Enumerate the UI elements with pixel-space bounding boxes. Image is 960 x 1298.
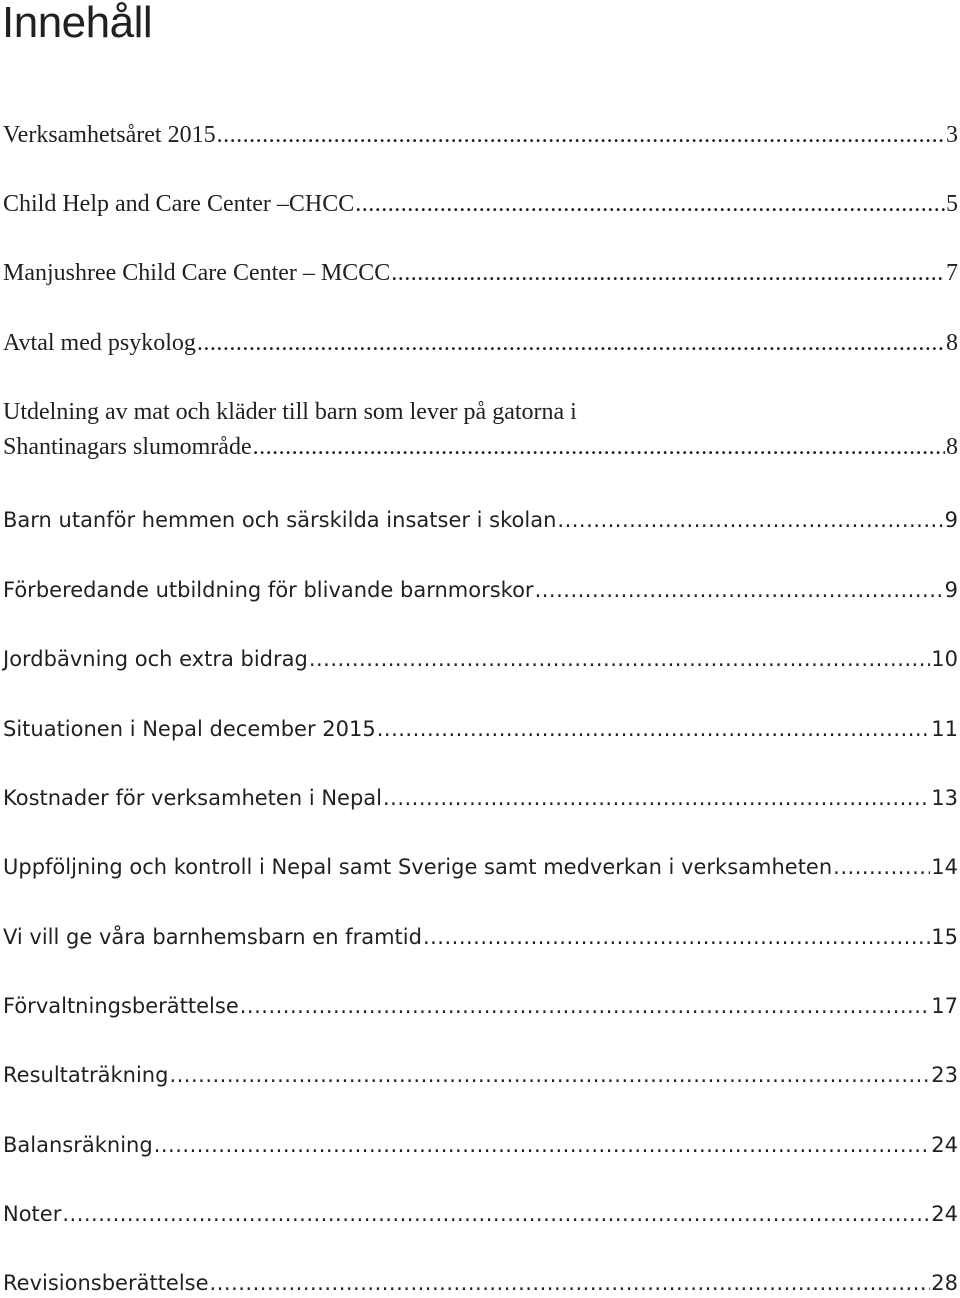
toc-entry-page: 23 — [931, 1063, 958, 1087]
toc-entry-page: 24 — [931, 1133, 958, 1157]
toc-entry-framtid[interactable] — [3, 922, 958, 952]
toc-entry-label: Jordbävning och extra bidrag — [3, 647, 308, 671]
toc-entry-page: 8 — [946, 330, 958, 356]
dot-leader — [253, 432, 945, 462]
toc-entry-page: 11 — [931, 717, 958, 741]
toc-entry-page: 13 — [931, 786, 958, 810]
toc-entry-forvaltningsberattelse[interactable] — [3, 991, 958, 1021]
toc-entry-page: 8 — [946, 434, 958, 460]
dot-leader — [309, 644, 930, 674]
dot-leader — [355, 189, 945, 219]
dot-leader — [240, 991, 931, 1021]
toc-entry-label: Avtal med psykolog — [3, 330, 196, 356]
toc-entry-label: Verksamhetsåret 2015 — [3, 122, 216, 148]
toc-entry-label: Revisionsberättelse — [3, 1271, 209, 1295]
dot-leader — [217, 120, 945, 150]
dot-leader — [383, 783, 930, 813]
toc-entry-label: Kostnader för verksamheten i Nepal — [3, 786, 382, 810]
page-title: Innehåll — [2, 0, 153, 47]
dot-leader — [154, 1130, 931, 1160]
dot-leader — [391, 258, 945, 288]
dot-leader — [377, 714, 931, 744]
toc-entry-label: Förvaltningsberättelse — [3, 994, 239, 1018]
toc-entry-page: 9 — [944, 578, 958, 602]
toc-entry-utdelning[interactable] — [3, 397, 958, 462]
toc-entry-page: 15 — [931, 925, 958, 949]
toc-entry-label-line1: Utdelning av mat och kläder till barn som lever på gatorna i — [3, 399, 577, 425]
toc-entry-label: Barn utanför hemmen och särskilda insatser i skolan — [3, 508, 557, 532]
toc-entry-label: Förberedande utbildning för blivande barnmorskor — [3, 578, 534, 602]
toc-entry-chcc[interactable] — [3, 189, 958, 219]
toc-entry-barnmorskor[interactable] — [3, 575, 958, 605]
toc-entry-barn-utanfor[interactable] — [3, 505, 958, 535]
toc-entry-page: 28 — [931, 1271, 958, 1295]
dot-leader — [197, 328, 945, 358]
toc-entry-page: 7 — [946, 260, 958, 286]
toc-entry-label: Uppföljning och kontroll i Nepal samt Sverige samt medverkan i verksamheten — [3, 855, 833, 879]
toc-entry-kostnader[interactable] — [3, 783, 958, 813]
toc-entry-noter[interactable] — [3, 1199, 958, 1229]
toc-entry-mccc[interactable] — [3, 258, 958, 288]
toc-entry-uppfoljning[interactable] — [3, 852, 958, 882]
toc-entry-label: Shantinagars slumområde — [3, 434, 252, 460]
toc-entry-label: Situationen i Nepal december 2015 — [3, 717, 376, 741]
toc-entry-resultatrakning[interactable] — [3, 1060, 958, 1090]
toc-entry-page: 14 — [931, 855, 958, 879]
toc-entry-situationen[interactable] — [3, 714, 958, 744]
toc-entry-page: 9 — [944, 508, 958, 532]
toc-entry-page: 3 — [946, 122, 958, 148]
dot-leader — [62, 1199, 930, 1229]
toc-entry-label: Manjushree Child Care Center – MCCC — [3, 260, 391, 286]
toc-entry-page: 17 — [931, 994, 958, 1018]
dot-leader — [833, 852, 930, 882]
toc-entry-label: Vi vill ge våra barnhemsbarn en framtid — [3, 925, 422, 949]
dot-leader — [423, 922, 930, 952]
toc-entry-label: Noter — [3, 1202, 62, 1226]
toc-entry-page: 5 — [946, 191, 958, 217]
toc-entry-label: Resultaträkning — [3, 1063, 169, 1087]
toc-entry-label: Child Help and Care Center –CHCC — [3, 191, 355, 217]
toc-entry-label: Balansräkning — [3, 1133, 153, 1157]
toc-entry-page: 24 — [931, 1202, 958, 1226]
toc-entry-psykolog[interactable] — [3, 328, 958, 358]
toc-entry-balansrakning[interactable] — [3, 1130, 958, 1160]
toc-entry-verksamhetsaret[interactable] — [3, 120, 958, 150]
dot-leader — [169, 1060, 930, 1090]
dot-leader — [557, 505, 943, 535]
toc-entry-page: 10 — [931, 647, 958, 671]
dot-leader — [210, 1268, 931, 1298]
toc-entry-revisionsberattelse[interactable] — [3, 1268, 958, 1298]
dot-leader — [535, 575, 944, 605]
toc-entry-jordbavning[interactable] — [3, 644, 958, 674]
